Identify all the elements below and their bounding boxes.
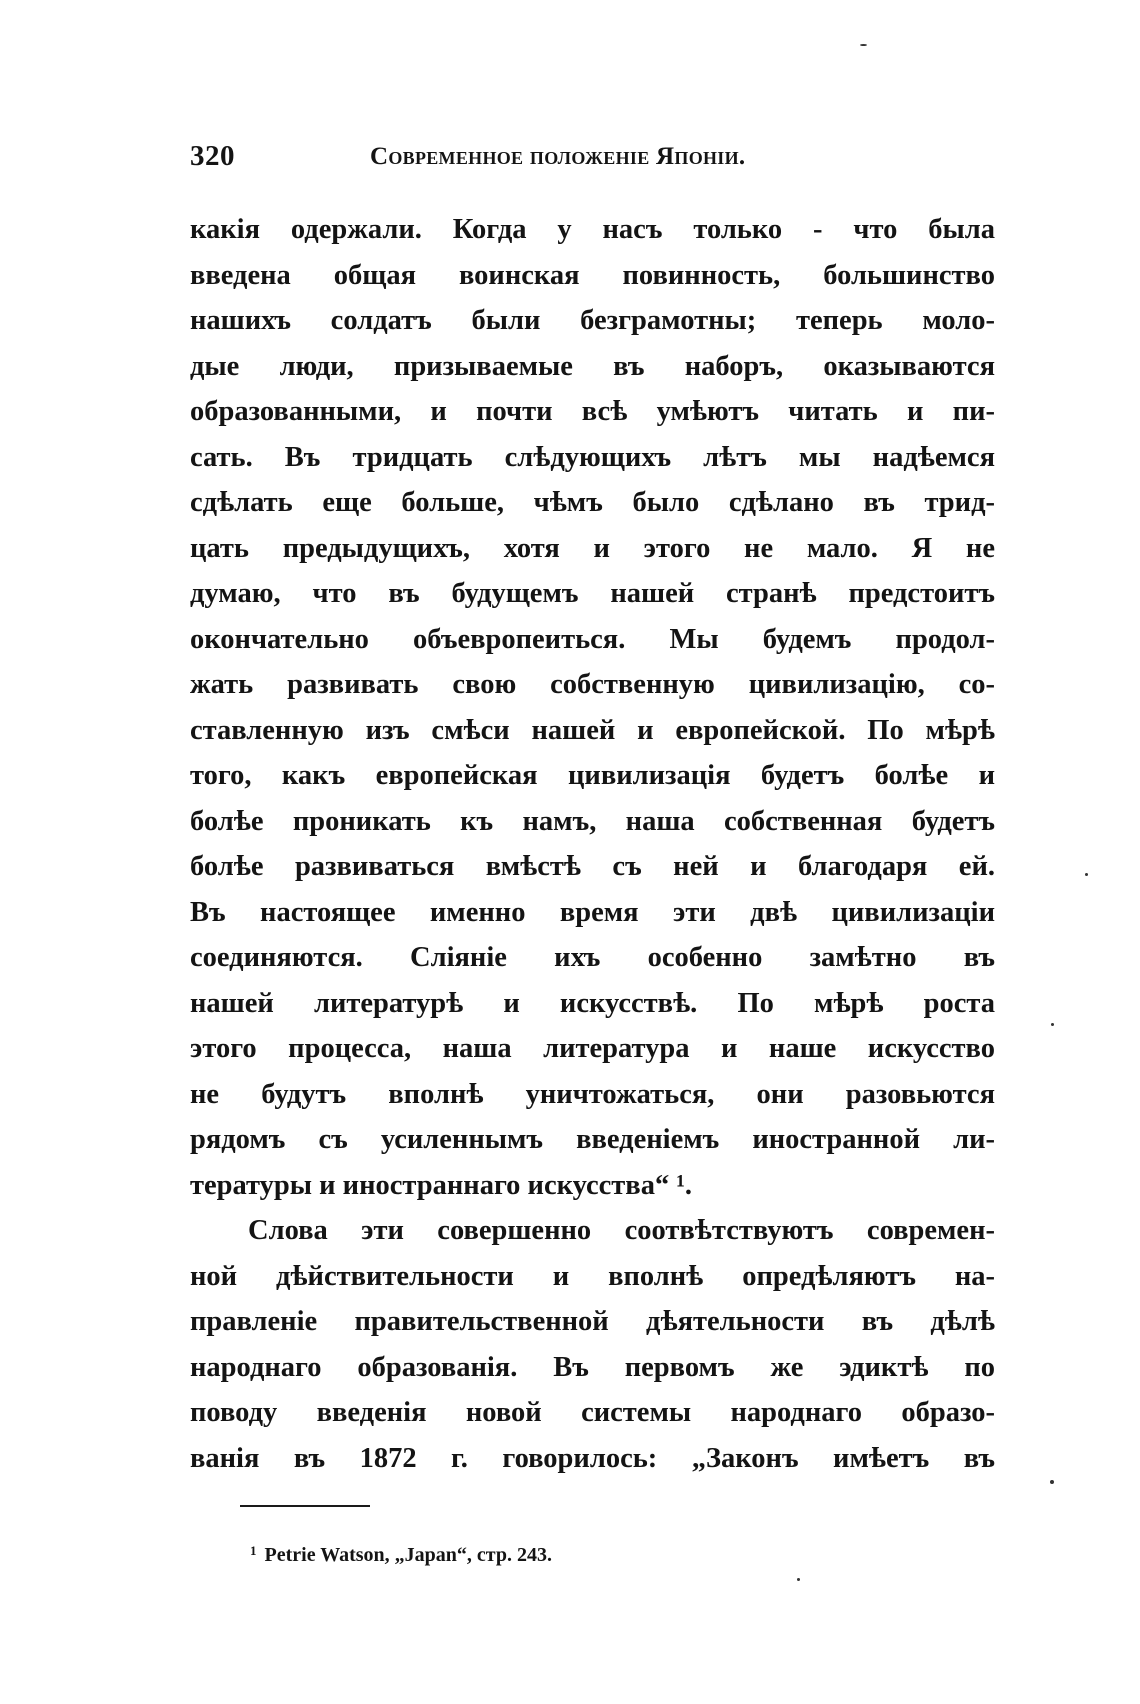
text-line: дые люди, призываемые въ наборъ, оказываются xyxy=(190,350,995,382)
text-line: введена общая воинская повинность, большинство xyxy=(190,259,995,291)
text-line: сать. Въ тридцать слѣдующихъ лѣтъ мы надѣемся xyxy=(190,441,995,473)
body-text xyxy=(190,207,995,1481)
footnote-rule xyxy=(240,1505,370,1507)
text-line: жать развивать свою собственную цивилизацію, со- xyxy=(190,669,995,700)
scan-speck xyxy=(860,44,867,46)
scan-speck xyxy=(797,1578,800,1581)
text-line: правленіе правительственной дѣятельности въ дѣлѣ xyxy=(190,1306,995,1337)
text-line: думаю, что въ будущемъ нашей странѣ предстоитъ xyxy=(190,578,995,609)
page-header xyxy=(190,140,995,180)
text-line: соединяются. Сліяніе ихъ особенно замѣтно въ xyxy=(190,942,995,973)
text-line: того, какъ европейская цивилизація будетъ болѣе и xyxy=(190,760,995,791)
scan-speck xyxy=(1050,1480,1054,1484)
text-line: Въ настоящее именно время эти двѣ цивилизаціи xyxy=(190,896,995,928)
text-line: рядомъ съ усиленнымъ введеніемъ иностранной ли- xyxy=(190,1124,995,1155)
text-line: этого процесса, наша литература и наше искусство xyxy=(190,1033,995,1064)
scan-speck xyxy=(1085,873,1088,876)
running-title: Современное положеніе Японіи. xyxy=(370,143,746,170)
text-line: тературы и иностраннаго искусства“ ¹. xyxy=(190,1169,692,1201)
text-line: поводу введенія новой системы народнаго образо- xyxy=(190,1397,995,1428)
text-line: Слова эти совершенно соотвѣтствуютъ современ- xyxy=(248,1215,995,1246)
text-line: сдѣлать еще больше, чѣмъ было сдѣлано въ трид- xyxy=(190,487,995,518)
text-line: народнаго образованія. Въ первомъ же эдиктѣ по xyxy=(190,1351,995,1383)
text-line: ной дѣйствительности и вполнѣ опредѣляютъ на- xyxy=(190,1260,995,1292)
text-line: ванія въ 1872 г. говорилось: „Законъ имѣетъ въ xyxy=(190,1442,995,1474)
footnote-mark: 1 xyxy=(250,1543,257,1558)
page-number: 320 xyxy=(190,140,235,172)
footnote-text: Petrie Watson, „Japan“, стр. 243. xyxy=(264,1544,552,1566)
text-line: окончательно объевропеиться. Мы будемъ продол- xyxy=(190,623,995,655)
text-line: не будутъ вполнѣ уничтожаться, они разовьются xyxy=(190,1078,995,1110)
text-line: образованными, и почти всѣ умѣютъ читать и пи- xyxy=(190,396,995,427)
text-line: болѣе развиваться вмѣстѣ съ ней и благодаря ей. xyxy=(190,851,995,882)
scan-speck xyxy=(1051,1023,1054,1026)
text-line: ставленную изъ смѣси нашей и европейской. По мѣрѣ xyxy=(190,714,995,746)
footnote xyxy=(250,1543,552,1567)
text-line: нашихъ солдатъ были безграмотны; теперь моло- xyxy=(190,305,995,336)
text-line: цать предыдущихъ, хотя и этого не мало. Я не xyxy=(190,532,995,564)
text-line: болѣе проникать къ намъ, наша собственная будетъ xyxy=(190,805,995,837)
text-line: нашей литературѣ и искусствѣ. По мѣрѣ роста xyxy=(190,987,995,1019)
text-line: какія одержали. Когда у насъ только - что была xyxy=(190,214,995,245)
